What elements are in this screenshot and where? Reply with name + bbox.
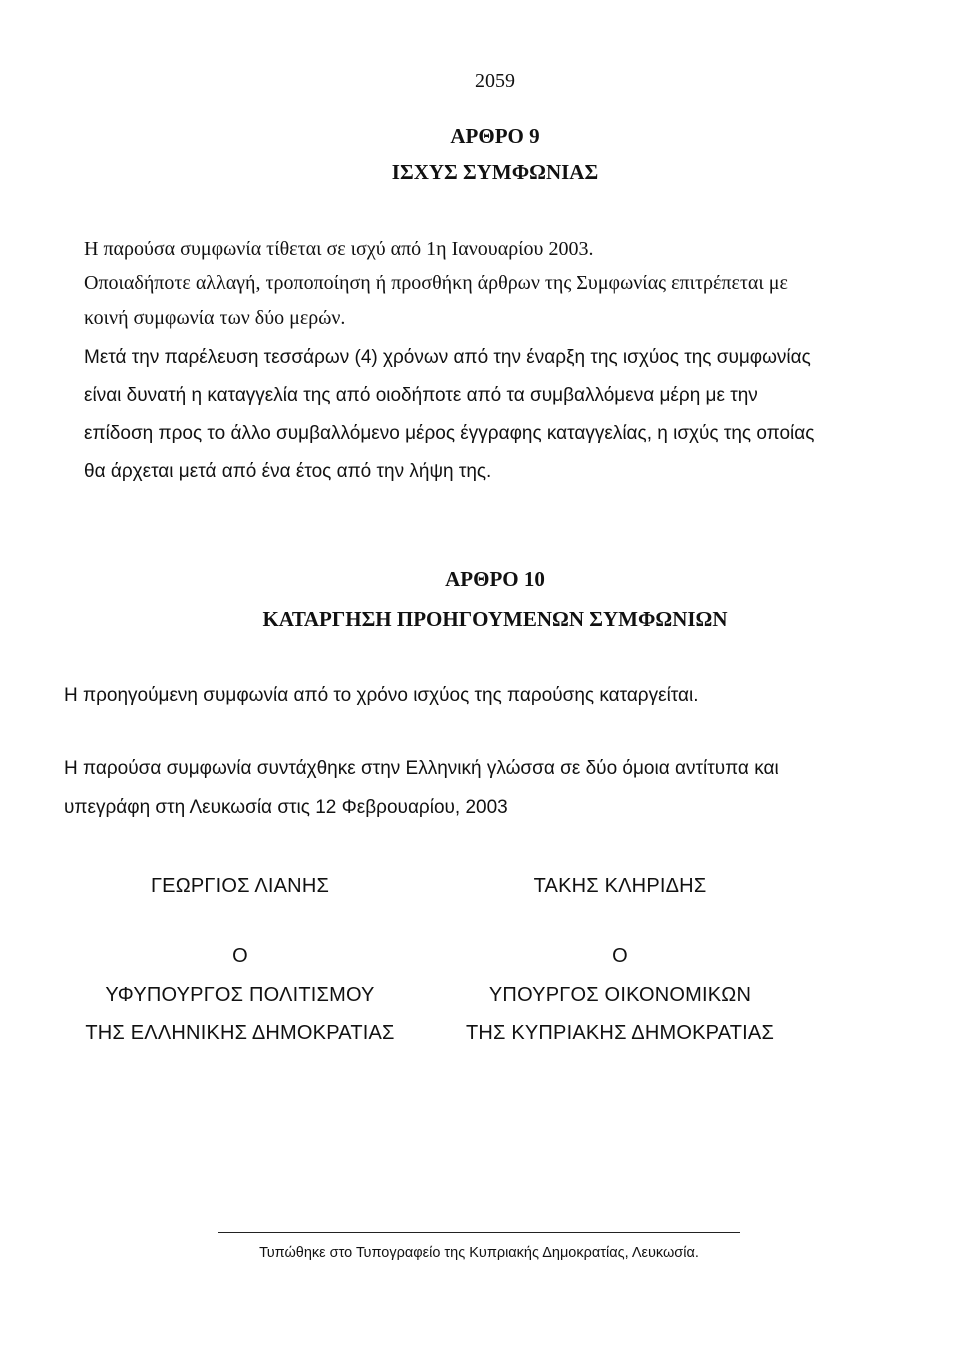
footer-divider bbox=[218, 1232, 740, 1233]
article-10-subtitle: ΚΑΤΑΡΓΗΣΗ ΠΡΟΗΓΟΥΜΕΝΩΝ ΣΥΜΦΩΝΙΩΝ bbox=[262, 607, 728, 631]
article-9-paragraph-2-line-2: είναι δυνατή η καταγγελία της από οιοδήποτε από τα συμβαλλόμενα μέρη με την bbox=[84, 385, 758, 406]
article-10-paragraph-2-line-1: Η παρούσα συμφωνία συντάχθηκε στην Ελληνική γλώσσα σε δύο όμοια αντίτυπα και bbox=[64, 758, 779, 779]
article-9-paragraph-2-line-3: επίδοση προς το άλλο συμβαλλόμενο μέρος έγγραφης καταγγελίας, η ισχύς της οποίας bbox=[84, 423, 815, 444]
right-signatory-title-line-1: ΥΠΟΥΡΓΟΣ ΟΙΚΟΝΟΜΙΚΩΝ bbox=[488, 984, 752, 1006]
article-9-title: ΑΡΘΡΟ 9 bbox=[450, 124, 540, 148]
article-10-title: ΑΡΘΡΟ 10 bbox=[445, 567, 545, 591]
right-signatory-title-line-2: ΤΗΣ ΚΥΠΡΙΑΚΗΣ ΔΗΜΟΚΡΑΤΙΑΣ bbox=[465, 1022, 775, 1044]
article-9-paragraph-2-line-4: θα άρχεται μετά από ένα έτος από την λήψη της. bbox=[84, 461, 492, 482]
right-signatory-article: Ο bbox=[612, 945, 628, 967]
article-9-paragraph-1-line-1: Η παρούσα συμφωνία τίθεται σε ισχύ από 1η Ιανουαρίου 2003. bbox=[84, 238, 594, 260]
article-10-paragraph-2-line-2: υπεγράφη στη Λευκωσία στις 12 Φεβρουαρίου, 2003 bbox=[64, 797, 508, 818]
article-9-paragraph-1-line-2: Οποιαδήποτε αλλαγή, τροποποίηση ή προσθήκη άρθρων της Συμφωνίας επιτρέπεται με bbox=[84, 272, 788, 294]
left-signatory-article: Ο bbox=[232, 945, 248, 967]
article-9-paragraph-2-line-1: Μετά την παρέλευση τεσσάρων (4) χρόνων από την έναρξη της ισχύος της συμφωνίας bbox=[84, 347, 811, 368]
left-signatory-name: ΓΕΩΡΓΙΟΣ ΛΙΑΝΗΣ bbox=[150, 875, 330, 897]
left-signatory-title-line-1: ΥΦΥΠΟΥΡΓΟΣ ΠΟΛΙΤΙΣΜΟΥ bbox=[105, 984, 375, 1006]
article-10-paragraph-1: Η προηγούμενη συμφωνία από το χρόνο ισχύος της παρούσης καταργείται. bbox=[64, 685, 699, 706]
left-signatory-title-line-2: ΤΗΣ ΕΛΛΗΝΙΚΗΣ ΔΗΜΟΚΡΑΤΙΑΣ bbox=[85, 1022, 395, 1044]
article-9-paragraph-1-line-3: κοινή συμφωνία των δύο μερών. bbox=[84, 307, 346, 329]
page-number: 2059 bbox=[475, 70, 515, 92]
printer-footer: Τυπώθηκε στο Τυπογραφείο της Κυπριακής Δημοκρατίας, Λευκωσία. bbox=[259, 1245, 699, 1261]
right-signatory-name: ΤΑΚΗΣ ΚΛΗΡΙΔΗΣ bbox=[533, 875, 707, 897]
article-9-subtitle: ΙΣΧΥΣ ΣΥΜΦΩΝΙΑΣ bbox=[391, 160, 599, 184]
